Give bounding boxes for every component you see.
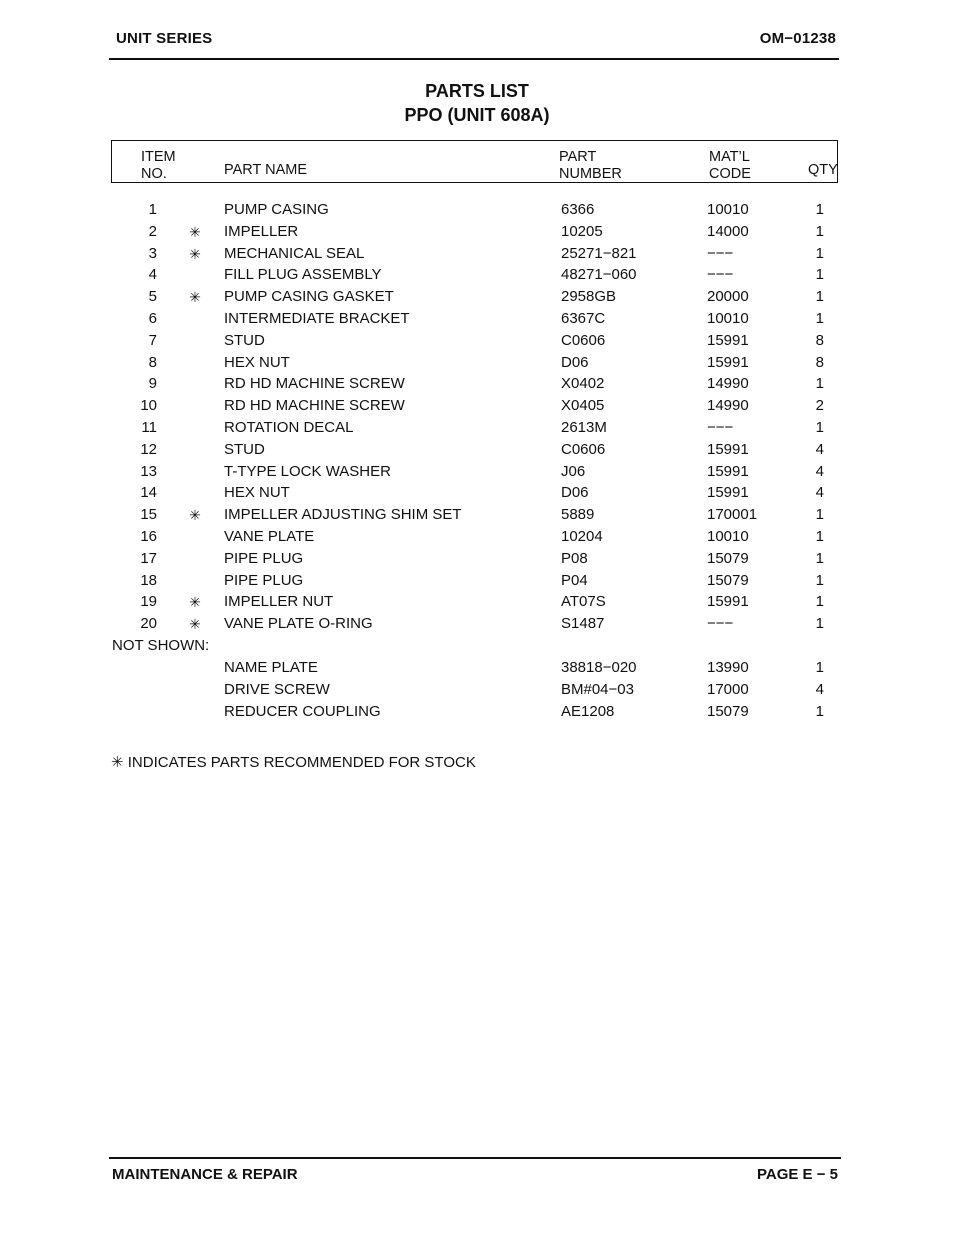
matl-code: 15991 bbox=[707, 484, 749, 502]
page-subtitle: PPO (UNIT 608A) bbox=[404, 105, 550, 125]
item-number: 16 bbox=[140, 528, 157, 545]
quantity: 1 bbox=[815, 201, 824, 218]
quantity: 1 bbox=[815, 375, 824, 393]
matl-code: 17000 bbox=[707, 680, 749, 698]
table-row bbox=[0, 395, 954, 417]
matl-code: −−− bbox=[707, 615, 734, 633]
header-rule bbox=[109, 58, 839, 60]
table-row bbox=[0, 548, 954, 570]
table-row bbox=[0, 373, 954, 395]
table-row bbox=[0, 199, 954, 221]
item-number: 8 bbox=[148, 353, 157, 371]
stock-star-icon: ✳ bbox=[189, 616, 201, 633]
col-header-qty: QTY bbox=[808, 162, 838, 178]
part-name: RD HD MACHINE SCREW bbox=[224, 397, 405, 415]
quantity: 1 bbox=[815, 244, 824, 262]
table-row bbox=[0, 352, 954, 374]
quantity: 4 bbox=[815, 440, 824, 458]
quantity: 4 bbox=[815, 462, 824, 480]
part-name: HEX NUT bbox=[224, 353, 290, 371]
matl-code: 14000 bbox=[707, 222, 749, 240]
matl-code: 14990 bbox=[707, 397, 749, 415]
part-name: PUMP CASING GASKET bbox=[224, 288, 394, 306]
table-row bbox=[0, 679, 954, 701]
item-number: 2 bbox=[148, 222, 157, 240]
part-number: 25271−821 bbox=[561, 244, 637, 262]
quantity: 1 bbox=[815, 288, 824, 306]
part-number: C0606 bbox=[561, 440, 606, 458]
item-number: 14 bbox=[140, 484, 157, 502]
not-shown-label: NOT SHOWN: bbox=[112, 637, 210, 654]
item-number: 20 bbox=[140, 615, 157, 633]
col-header-part-number: PART NUMBER bbox=[559, 149, 622, 182]
part-number: 5889 bbox=[561, 506, 595, 524]
item-number: 15 bbox=[140, 506, 157, 524]
matl-code: 15079 bbox=[707, 549, 749, 567]
footer-rule bbox=[109, 1157, 841, 1159]
matl-code: 20000 bbox=[707, 288, 749, 306]
matl-code: 10010 bbox=[707, 201, 749, 218]
header-doc-number: OM−01238 bbox=[759, 30, 836, 47]
item-number: 12 bbox=[140, 440, 157, 458]
part-name: ROTATION DECAL bbox=[224, 419, 354, 436]
matl-code: 15991 bbox=[707, 462, 749, 480]
table-row bbox=[0, 221, 954, 243]
part-name: HEX NUT bbox=[224, 484, 290, 502]
table-row bbox=[0, 570, 954, 592]
matl-code: 10010 bbox=[707, 528, 749, 545]
part-name: IMPELLER ADJUSTING SHIM SET bbox=[224, 506, 462, 524]
item-number: 9 bbox=[148, 375, 157, 393]
quantity: 1 bbox=[815, 266, 824, 284]
matl-code: −−− bbox=[707, 244, 734, 262]
part-number: BM#04−03 bbox=[561, 680, 634, 698]
part-name: FILL PLUG ASSEMBLY bbox=[224, 266, 382, 284]
table-row bbox=[0, 308, 954, 330]
table-row bbox=[0, 286, 954, 308]
item-number: 6 bbox=[148, 310, 157, 327]
table-row bbox=[0, 330, 954, 352]
part-number: X0402 bbox=[561, 375, 605, 393]
stock-star-icon: ✳ bbox=[189, 289, 201, 306]
part-name: RD HD MACHINE SCREW bbox=[224, 375, 405, 393]
stock-star-icon: ✳ bbox=[189, 223, 201, 240]
item-number: 19 bbox=[140, 593, 157, 611]
quantity: 1 bbox=[815, 419, 824, 436]
table-row bbox=[0, 264, 954, 286]
item-number: 13 bbox=[140, 462, 157, 480]
matl-code: 15991 bbox=[707, 353, 749, 371]
quantity: 1 bbox=[815, 659, 824, 676]
col-header-matl-code: MAT’L CODE bbox=[709, 149, 751, 182]
matl-code: 13990 bbox=[707, 659, 749, 676]
table-row bbox=[0, 243, 954, 265]
part-name: IMPELLER NUT bbox=[224, 593, 334, 611]
matl-code: 15079 bbox=[707, 702, 749, 720]
stock-star-icon: ✳ bbox=[189, 507, 201, 524]
part-name: VANE PLATE O-RING bbox=[224, 615, 373, 633]
quantity: 4 bbox=[815, 484, 824, 502]
matl-code: 14990 bbox=[707, 375, 749, 393]
quantity: 1 bbox=[815, 571, 824, 589]
col-header-item-no: ITEM NO. bbox=[141, 149, 176, 182]
part-number: 10204 bbox=[561, 528, 603, 545]
part-name: PUMP CASING bbox=[224, 201, 329, 218]
part-name: T-TYPE LOCK WASHER bbox=[224, 462, 391, 480]
footer-page-number: PAGE E − 5 bbox=[756, 1166, 838, 1183]
item-number: 5 bbox=[148, 288, 157, 306]
quantity: 2 bbox=[815, 397, 824, 415]
stock-star-icon: ✳ bbox=[189, 245, 201, 262]
quantity: 1 bbox=[815, 615, 824, 633]
item-number: 1 bbox=[148, 201, 157, 218]
table-row bbox=[0, 504, 954, 526]
page-title: PARTS LIST bbox=[425, 81, 529, 101]
quantity: 8 bbox=[815, 353, 824, 371]
matl-code: 15991 bbox=[707, 593, 749, 611]
part-name: REDUCER COUPLING bbox=[224, 702, 381, 720]
part-number: AT07S bbox=[561, 593, 606, 611]
part-number: J06 bbox=[561, 462, 586, 480]
quantity: 8 bbox=[815, 331, 824, 349]
item-number: 4 bbox=[148, 266, 157, 284]
table-row bbox=[0, 657, 954, 679]
col-header-part-name: PART NAME bbox=[224, 162, 307, 178]
quantity: 1 bbox=[815, 593, 824, 611]
quantity: 1 bbox=[815, 222, 824, 240]
table-row bbox=[0, 417, 954, 439]
stock-star-icon: ✳ bbox=[189, 594, 201, 611]
table-row bbox=[0, 613, 954, 635]
table-row bbox=[0, 591, 954, 613]
quantity: 1 bbox=[815, 506, 824, 524]
part-name: STUD bbox=[224, 440, 265, 458]
table-row bbox=[0, 439, 954, 461]
table-row bbox=[0, 701, 954, 723]
part-number: X0405 bbox=[561, 397, 605, 415]
part-name: NAME PLATE bbox=[224, 659, 318, 676]
part-number: P08 bbox=[561, 549, 588, 567]
part-number: AE1208 bbox=[561, 702, 615, 720]
part-name: INTERMEDIATE BRACKET bbox=[224, 310, 410, 327]
part-name: MECHANICAL SEAL bbox=[224, 244, 365, 262]
stock-footnote: ✳ INDICATES PARTS RECOMMENDED FOR STOCK bbox=[111, 754, 476, 771]
part-number: 48271−060 bbox=[561, 266, 637, 284]
part-number: 2613M bbox=[561, 419, 607, 436]
quantity: 1 bbox=[815, 702, 824, 720]
part-name: STUD bbox=[224, 331, 265, 349]
matl-code: 15079 bbox=[707, 571, 749, 589]
matl-code: 15991 bbox=[707, 331, 749, 349]
matl-code: 15991 bbox=[707, 440, 749, 458]
item-number: 7 bbox=[148, 331, 157, 349]
part-number: D06 bbox=[561, 353, 589, 371]
part-number: P04 bbox=[561, 571, 588, 589]
table-row bbox=[0, 461, 954, 483]
item-number: 11 bbox=[141, 419, 157, 436]
matl-code: 10010 bbox=[707, 310, 749, 327]
part-number: D06 bbox=[561, 484, 589, 502]
item-number: 17 bbox=[140, 549, 157, 567]
table-row bbox=[0, 482, 954, 504]
table-row bbox=[0, 526, 954, 548]
item-number: 10 bbox=[140, 397, 157, 415]
part-number: 6366 bbox=[561, 201, 595, 218]
part-number: 2958GB bbox=[561, 288, 617, 306]
matl-code: 170001 bbox=[707, 506, 758, 524]
item-number: 18 bbox=[140, 571, 157, 589]
part-number: C0606 bbox=[561, 331, 606, 349]
quantity: 1 bbox=[815, 549, 824, 567]
part-number: 10205 bbox=[561, 222, 603, 240]
part-number: 38818−020 bbox=[561, 659, 637, 676]
header-unit-series: UNIT SERIES bbox=[116, 30, 213, 47]
item-number: 3 bbox=[148, 244, 157, 262]
part-number: 6367C bbox=[561, 310, 606, 327]
part-number: S1487 bbox=[561, 615, 605, 633]
part-name: PIPE PLUG bbox=[224, 571, 304, 589]
footer-section: MAINTENANCE & REPAIR bbox=[112, 1166, 298, 1183]
part-name: IMPELLER bbox=[224, 222, 299, 240]
matl-code: −−− bbox=[707, 419, 734, 436]
quantity: 1 bbox=[815, 310, 824, 327]
quantity: 4 bbox=[815, 680, 824, 698]
matl-code: −−− bbox=[707, 266, 734, 284]
part-name: VANE PLATE bbox=[224, 528, 315, 545]
quantity: 1 bbox=[815, 528, 824, 545]
part-name: PIPE PLUG bbox=[224, 549, 304, 567]
part-name: DRIVE SCREW bbox=[224, 680, 330, 698]
